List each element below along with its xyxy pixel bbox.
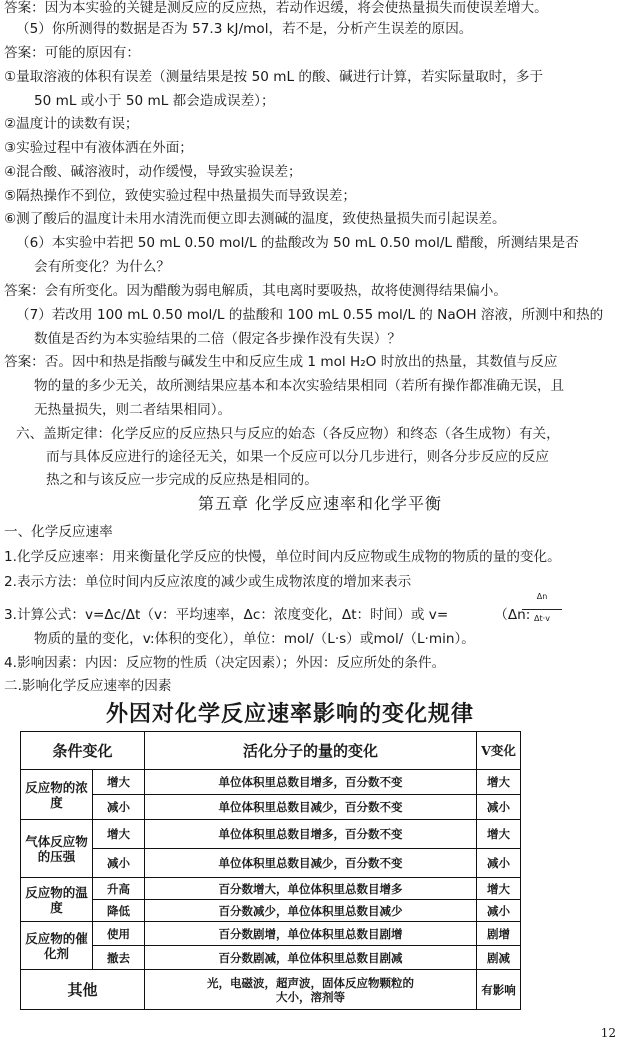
factor-cell: 气体反应物的压强 [21,820,93,878]
text-line: （7）若改用 100 mL 0.50 mol/L 的盐酸和 100 mL 0.55 mol/L 的 NaOH 溶液，所测中和热的 [16,307,604,323]
text-line: ③实验过程中有液体洒在外面； [4,140,193,156]
change-cell: 增大 [93,770,145,795]
table-row [21,878,521,900]
text-line: ④混合酸、碱溶液时，动作缓慢，导致实验误差； [4,164,302,180]
section-heading: 一、化学反应速率 [4,524,113,540]
header-v: V变化 [477,732,521,770]
text-line: 答案：会有所变化。因为醋酸为弱电解质，其电离时要吸热，故将使测得结果偏小。 [4,283,507,299]
change-cell: 撤去 [93,946,145,970]
v-cell: 有影响 [477,970,521,1010]
text-line: ⑤隔热操作不到位，致使实验过程中热量损失而导致误差； [4,188,357,204]
v-cell: 剧减 [477,946,521,970]
text-line: ①量取溶液的体积有误差（测量结果是按 50 mL 的酸、碱进行计算，若实际量取时，多于 [4,69,544,85]
text-line: 答案：否。因中和热是指酸与碱发生中和反应生成 1 mol H₂O 时放出的热量，其数值与反应 [4,354,558,370]
table-title: 外因对化学反应速率影响的变化规律 [105,702,474,727]
v-cell: 减小 [477,849,521,878]
text-line: （5）你所测得的数据是否为 57.3 kJ/mol，若不是，分析产生误差的原因。 [16,21,473,37]
change-cell: 减小 [93,795,145,820]
section-heading: 二.影响化学反应速率的因素 [4,678,172,694]
header-condition: 条件变化 [21,732,145,770]
table-header-row [21,732,521,770]
table-row [21,900,521,922]
factor-cell: 反应物的催化剂 [21,922,93,970]
v-cell: 减小 [477,795,521,820]
v-cell: 剧增 [477,922,521,946]
text-line: 2.表示方法：单位时间内反应浓度的减少或生成物浓度的增加来表示 [4,574,412,590]
table-row [21,946,521,970]
effect-cell: 百分数增大，单位体积里总数目增多 [145,878,477,900]
effect-cell: 百分数减少，单位体积里总数目减少 [145,900,477,922]
effect-cell: 百分数剧增，单位体积里总数目剧增 [145,922,477,946]
formula-numerator: Δn [536,592,548,601]
text-line: 六、盖斯定律：化学反应的反应热只与反应的始态（各反应物）和终态（各生成物）有关， [16,426,560,442]
text-line: ⑥测了酸后的温度计未用水清洗而便立即去测碱的温度，致使热量损失而引起误差。 [4,211,506,227]
effect-cell: 单位体积里总数目增多，百分数不变 [145,820,477,849]
text-line: 会有所变化？为什么？ [34,259,170,275]
text-line: 物质的量的变化，v:体积的变化），单位：mol/（L·s）或mol/（L·min）。 [34,631,475,647]
v-cell: 增大 [477,820,521,849]
text-line: 热之和与该反应一步完成的反应热是相同的。 [46,472,318,488]
effect-cell: 百分数剧减，单位体积里总数目剧减 [145,946,477,970]
text-line: 1.化学反应速率：用来衡量化学反应的快慢，单位时间内反应物或生成物的物质的量的变化。 [4,549,561,565]
chapter-title: 第五章 化学反应速率和化学平衡 [197,494,443,513]
other-label: 其他 [21,970,145,1010]
effect-cell: 光，电磁波，超声波，固体反应物颗粒的大小，溶剂等 [145,970,477,1010]
formula-line [4,604,530,627]
text-line: 物的量的多少无关，故所测结果应基本和本次实验结果相同（若所有操作都准确无误，且 [34,378,565,394]
effect-cell: 单位体积里总数目增多，百分数不变 [145,770,477,795]
change-cell: 减小 [93,849,145,878]
text-line: ②温度计的读数有误； [4,116,139,132]
effect-cell: 单位体积里总数目减少，百分数不变 [145,795,477,820]
change-cell: 使用 [93,922,145,946]
formula-prefix: 3.计算公式：v=Δc/Δt（v：平均速率，Δc：浓度变化，Δt：时间）或 v= [4,607,449,623]
table-row [21,922,521,946]
table-row [21,770,521,795]
factor-cell: 反应物的浓度 [21,770,93,820]
text-line: 而与具体反应进行的途径无关，如果一个反应可以分几步进行，则各分步反应的反应 [46,449,549,465]
header-molecules: 活化分子的量的变化 [145,732,477,770]
table-row [21,820,521,849]
table-row [21,795,521,820]
text-line: 无热量损失，则二者结果相同）。 [34,402,232,418]
fraction-bar [522,609,562,610]
v-cell: 增大 [477,878,521,900]
change-cell: 升高 [93,878,145,900]
text-line: 50 mL 或小于 50 mL 都会造成误差）； [34,93,275,109]
table-row [21,970,521,1010]
table-row [21,849,521,878]
rate-factors-table [20,731,521,1010]
change-cell: 降低 [93,900,145,922]
text-line: 数值是否约为本实验结果的二倍（假定各步操作没有失误）？ [34,331,402,347]
page-number: 12 [600,1026,616,1040]
v-cell: 减小 [477,900,521,922]
v-cell: 增大 [477,770,521,795]
formula-suffix: （Δn: [494,607,531,623]
effect-cell: 单位体积里总数目减少，百分数不变 [145,849,477,878]
change-cell: 增大 [93,820,145,849]
text-line: 答案：因为本实验的关键是测反应的反应热，若动作迟缓，将会使热量损失而使误差增大。 [4,0,548,16]
text-line: 4.影响因素：内因：反应物的性质（决定因素）；外因：反应所处的条件。 [4,655,446,671]
factor-cell: 反应物的温度 [21,878,93,922]
formula-denominator: Δt·v [534,614,550,623]
text-line: 答案：可能的原因有： [4,45,140,61]
text-line: （6）本实验中若把 50 mL 0.50 mol/L 的盐酸改为 50 mL 0.50 mol/L 醋酸，所测结果是否 [16,235,579,251]
